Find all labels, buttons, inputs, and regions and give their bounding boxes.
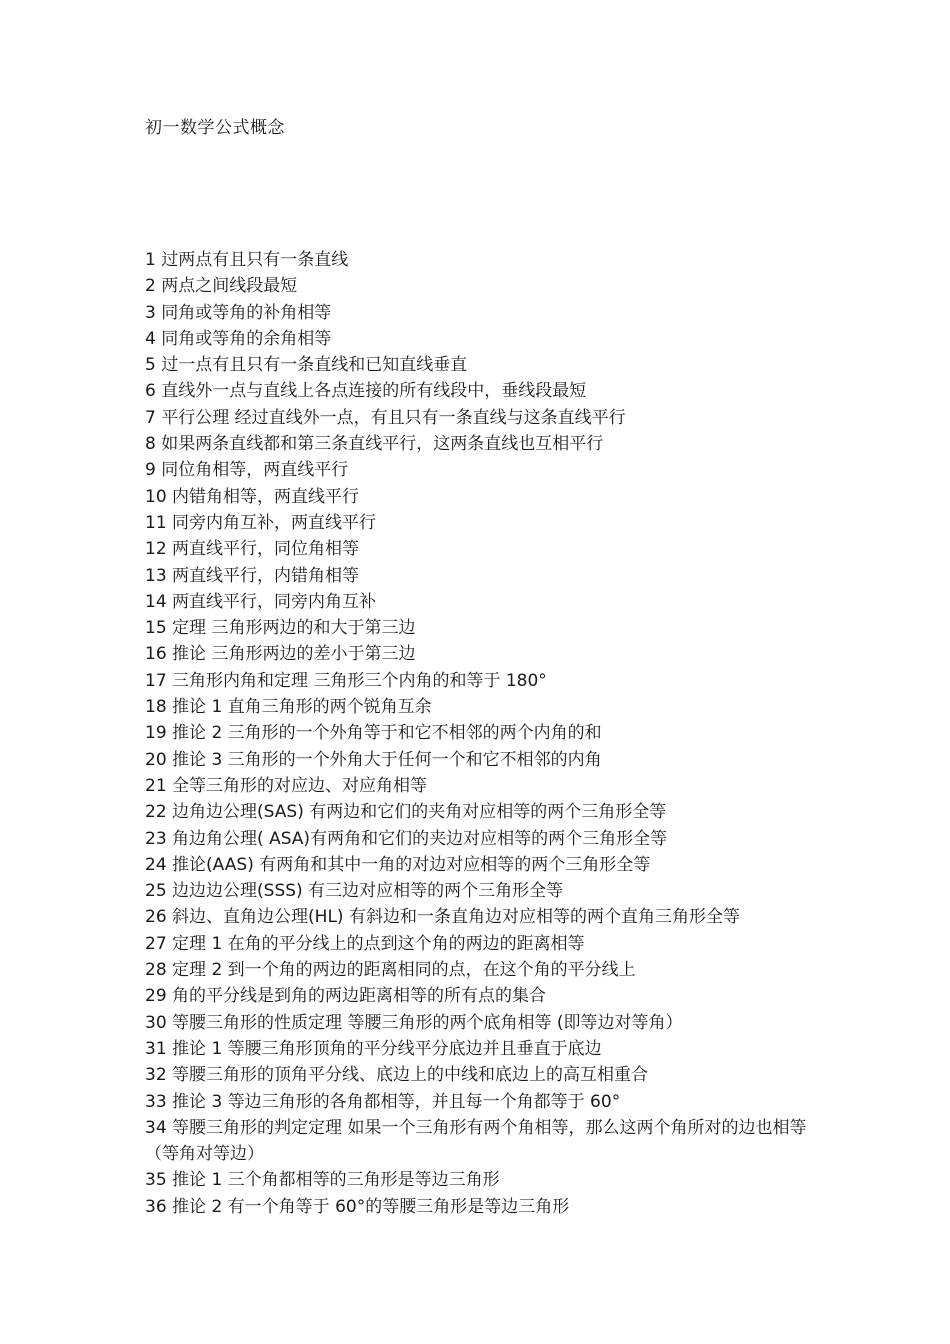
list-item: 9 同位角相等，两直线平行: [145, 460, 349, 481]
list-item: 1 过两点有且只有一条直线: [145, 250, 349, 270]
list-item: 22 边角边公理(SAS) 有两边和它们的夹角对应相等的两个三角形全等: [145, 802, 667, 823]
list-item: 27 定理 1 在角的平分线上的点到这个角的两边的距离相等: [145, 933, 585, 954]
list-item: 29 角的平分线是到角的两边距离相等的所有点的集合: [145, 986, 547, 1007]
list-item: 3 同角或等角的补角相等: [145, 302, 332, 323]
list-item: 4 同角或等角的余角相等: [145, 328, 332, 349]
list-item: 34 等腰三角形的判定定理 如果一个三角形有两个角相等，那么这两个角所对的边也相等（等角对等边）: [145, 1117, 807, 1165]
list-item: 30 等腰三角形的性质定理 等腰三角形的两个底角相等 (即等边对等角）: [145, 1012, 683, 1033]
list-item: 19 推论 2 三角形的一个外角等于和它不相邻的两个内角的和: [145, 723, 602, 744]
list-item: 18 推论 1 直角三角形的两个锐角互余: [145, 697, 432, 718]
list-item: 2 两点之间线段最短: [145, 276, 298, 297]
list-item: 10 内错角相等，两直线平行: [145, 486, 360, 507]
list-item: 35 推论 1 三个角都相等的三角形是等边三角形: [145, 1170, 500, 1191]
list-item: 31 推论 1 等腰三角形顶角的平分线平分底边并且垂直于底边: [145, 1038, 602, 1059]
list-item: 28 定理 2 到一个角的两边的距离相同的点，在这个角的平分线上: [145, 960, 636, 981]
list-item: 11 同旁内角互补，两直线平行: [145, 512, 377, 533]
document-title: 初一数学公式概念: [145, 118, 285, 138]
list-item: 5 过一点有且只有一条直线和已知直线垂直: [145, 355, 468, 376]
list-item: 7 平行公理 经过直线外一点，有且只有一条直线与这条直线平行: [145, 407, 626, 428]
list-item: 16 推论 三角形两边的差小于第三边: [145, 644, 416, 665]
list-item: 26 斜边、直角边公理(HL) 有斜边和一条直角边对应相等的两个直角三角形全等: [145, 907, 740, 928]
list-item: 32 等腰三角形的顶角平分线、底边上的中线和底边上的高互相重合: [145, 1065, 649, 1086]
theorem-list: [145, 247, 845, 1220]
list-item: 12 两直线平行，同位角相等: [145, 539, 360, 560]
list-item: 21 全等三角形的对应边、对应角相等: [145, 775, 428, 796]
list-item: 36 推论 2 有一个角等于 60°的等腰三角形是等边三角形: [145, 1196, 570, 1217]
list-item: 17 三角形内角和定理 三角形三个内角的和等于 180°: [145, 670, 547, 691]
list-item: 14 两直线平行，同旁内角互补: [145, 591, 377, 612]
list-item: 25 边边边公理(SSS) 有三边对应相等的两个三角形全等: [145, 881, 564, 902]
list-item: 24 推论(AAS) 有两角和其中一角的对边对应相等的两个三角形全等: [145, 854, 651, 875]
list-item: 13 两直线平行，内错角相等: [145, 565, 360, 586]
list-item: 15 定理 三角形两边的和大于第三边: [145, 618, 416, 639]
list-item: 33 推论 3 等边三角形的各角都相等，并且每一个角都等于 60°: [145, 1091, 621, 1112]
list-item: 8 如果两条直线都和第三条直线平行，这两条直线也互相平行: [145, 434, 604, 455]
list-item: 20 推论 3 三角形的一个外角大于任何一个和它不相邻的内角: [145, 749, 602, 770]
list-item: 23 角边角公理( ASA)有两角和它们的夹边对应相等的两个三角形全等: [145, 828, 668, 849]
list-item: 6 直线外一点与直线上各点连接的所有线段中，垂线段最短: [145, 381, 587, 402]
